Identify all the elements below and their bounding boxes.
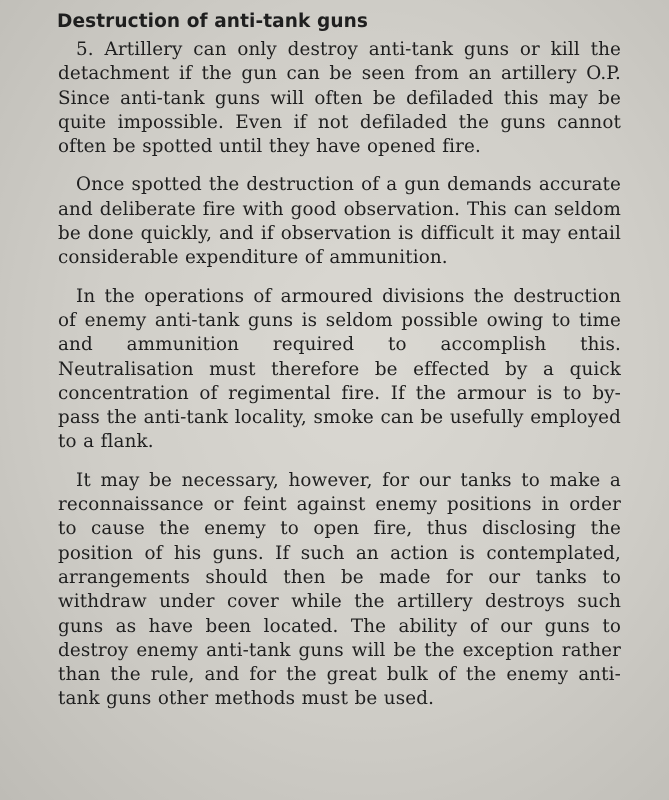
section-heading: Destruction of anti-tank guns [57, 11, 368, 32]
paragraph-1: 5. Artillery can only destroy anti-tank guns or kill the detachment if the gun can be seen from an artillery O.P. Since anti-tank guns will often be defiladed this may be quite impossible. Even if not defiladed the guns cannot often be spotted until they have opened fire. [58, 39, 621, 158]
paragraph-2: Once spotted the destruction of a gun demands accurate and deliberate fire with good observation. This can seldom be done quickly, and if observation is difficult it may entail considerable expenditure of ammunition. [58, 174, 621, 269]
paragraph-4: It may be necessary, however, for our tanks to make a reconnaissance or feint against enemy positions in order to cause the enemy to open fire, thus disclosing the position of his guns. If such an action is contemplated, arrangements should then be made for our tanks to withdraw under cover while the artillery destroys such guns as have been located. The ability of our guns to destroy enemy anti-tank guns will be the exception rather than the rule, and for the great bulk of the enemy anti-tank guns other methods must be used. [58, 469, 621, 710]
paragraph-3: In the operations of armoured divisions the destruction of enemy anti-tank guns is seldom possible owing to time and ammunition required to accomplish this. Neutralisation must therefore be effected by a quick concentration of regimental fire. If the armour is to by-pass the anti-tank locality, smoke can be usefully employed to a flank. [58, 285, 621, 453]
